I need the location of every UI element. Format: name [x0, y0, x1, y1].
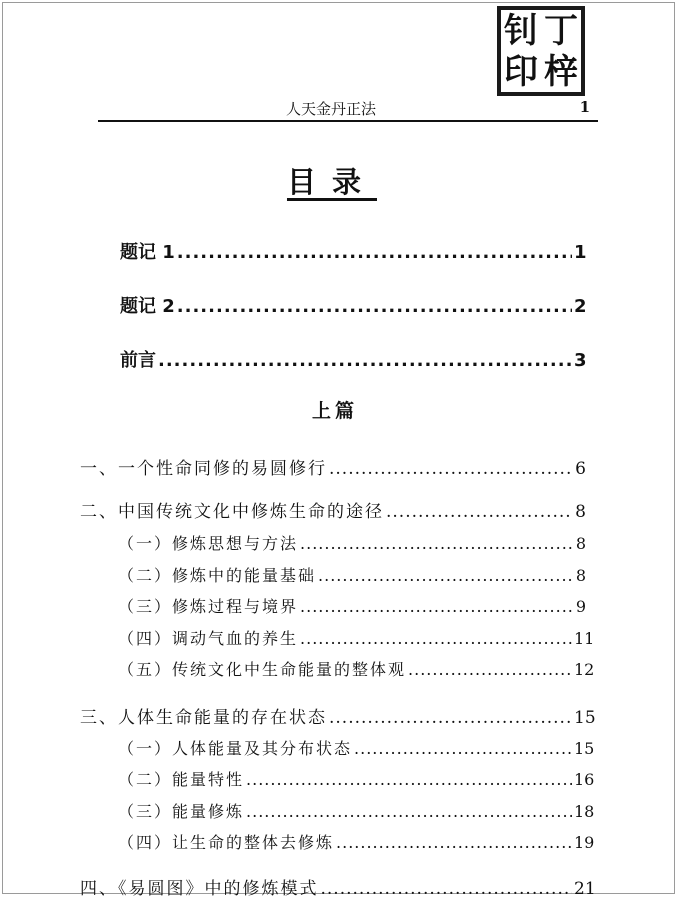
toc-page: 3 [574, 350, 587, 371]
toc-entry-subsection[interactable] [118, 626, 595, 649]
toc-label: 一、一个性命同修的易圆修行 [80, 459, 327, 479]
toc-page: 11 [574, 629, 595, 648]
toc-label: 前言 [120, 350, 156, 371]
toc-label: 题记 2 [120, 296, 175, 317]
page-title: 目录 [286, 165, 377, 199]
toc-label: 题记 1 [120, 242, 175, 263]
toc-label: （二）修炼中的能量基础 [118, 566, 317, 585]
toc-page: 9 [575, 597, 586, 616]
toc-entry-chapter[interactable] [80, 454, 586, 479]
toc-entry-chapter[interactable] [80, 874, 596, 899]
seal-char: 印 [504, 51, 538, 92]
toc-entry-subsection[interactable] [118, 767, 595, 790]
dot-leader [408, 660, 572, 679]
toc-page: 15 [574, 708, 596, 728]
dot-leader [329, 708, 572, 728]
toc-entry-subsection[interactable] [118, 531, 586, 554]
toc-entry-subsection[interactable] [118, 830, 595, 853]
page-border [2, 2, 675, 894]
toc-label: （一）人体能量及其分布状态 [118, 739, 353, 758]
toc-page: 18 [574, 802, 595, 821]
toc-page: 19 [574, 833, 595, 852]
toc-page: 15 [574, 739, 595, 758]
dot-leader [318, 566, 572, 585]
dot-leader [336, 833, 572, 852]
toc-entry-chapter[interactable] [80, 497, 586, 522]
toc-page: 12 [574, 660, 595, 679]
running-header [98, 96, 598, 122]
dot-leader [177, 296, 572, 317]
toc-label: （一）修炼思想与方法 [118, 534, 299, 553]
dot-leader [329, 459, 572, 479]
toc-entry-subsection[interactable] [118, 657, 595, 680]
dot-leader [354, 739, 572, 758]
toc-label: （三）修炼过程与境界 [118, 597, 299, 616]
toc-label: （二）能量特性 [118, 770, 245, 789]
seal-char: 梓 [544, 51, 578, 92]
toc-entry-subsection[interactable] [118, 736, 595, 759]
dot-leader [300, 629, 572, 648]
dot-leader [158, 350, 572, 371]
toc-entry-subsection[interactable] [118, 799, 595, 822]
seal-char: 丁 [544, 10, 578, 51]
dot-leader [246, 770, 572, 789]
toc-page: 6 [575, 459, 586, 479]
toc-label: 四、《易圆图》中的修炼模式 [80, 879, 319, 899]
toc-entry-front-3[interactable] [120, 346, 586, 372]
running-title: 人天金丹正法 [286, 100, 377, 118]
dot-leader [300, 597, 572, 616]
toc-page: 2 [574, 296, 587, 317]
toc-page: 8 [575, 502, 586, 522]
toc-label: （五）传统文化中生命能量的整体观 [118, 660, 407, 679]
toc-label: （三）能量修炼 [118, 802, 245, 821]
toc-entry-subsection[interactable] [118, 563, 586, 586]
toc-label: （四）调动气血的养生 [118, 629, 299, 648]
toc-entry-front-1[interactable] [120, 238, 586, 264]
dot-leader [246, 802, 572, 821]
toc-entry-front-2[interactable] [120, 292, 586, 318]
toc-label: 三、人体生命能量的存在状态 [80, 708, 327, 728]
dot-leader [300, 534, 572, 553]
toc-label: （四）让生命的整体去修炼 [118, 833, 335, 852]
toc-entry-subsection[interactable] [118, 594, 586, 617]
toc-page: 8 [575, 534, 586, 553]
page-number: 1 [579, 98, 590, 116]
toc-page: 8 [575, 566, 586, 585]
seal-char: 钊 [504, 10, 538, 51]
toc-page: 16 [574, 770, 595, 789]
seal-stamp [497, 6, 585, 96]
toc-page: 1 [574, 242, 587, 263]
toc-page: 21 [574, 879, 596, 899]
part-heading: 上篇 [311, 400, 358, 422]
dot-leader [321, 879, 573, 899]
toc-entry-chapter[interactable] [80, 703, 596, 728]
dot-leader [386, 502, 572, 522]
dot-leader [177, 242, 572, 263]
toc-label: 二、中国传统文化中修炼生命的途径 [80, 502, 384, 522]
